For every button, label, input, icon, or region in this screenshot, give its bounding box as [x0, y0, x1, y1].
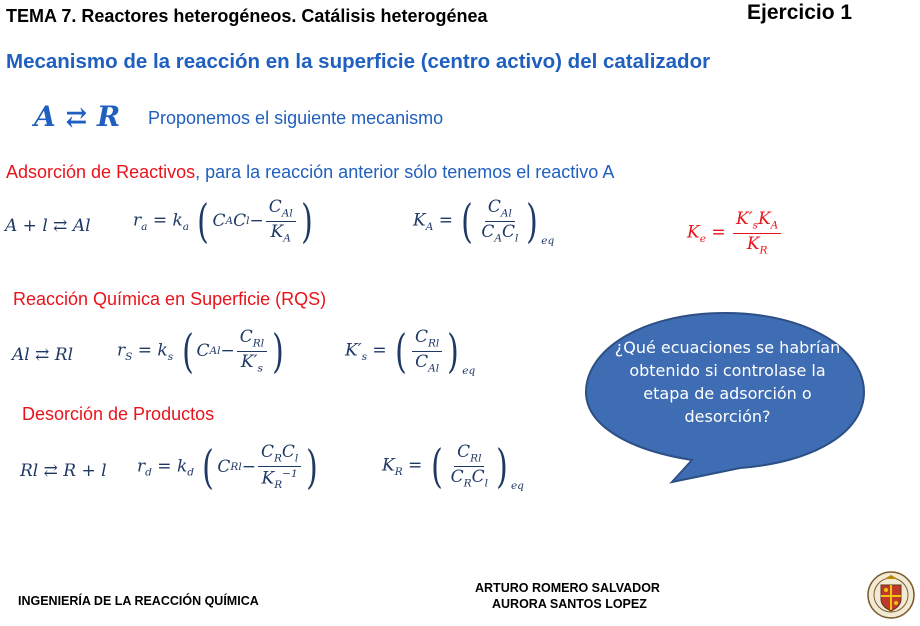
- page-title: TEMA 7. Reactores heterogéneos. Catálisis heterogénea: [6, 6, 488, 26]
- desorption-rate-equation: $r_d = k_d$ ( C Rl − $\frac{C_RC_l}{K_R^{-1}}$ ): [137, 439, 319, 494]
- callout-question: ¿Qué ecuaciones se habrían obtenido si controlase la etapa de adsorción o desorción?: [614, 338, 841, 426]
- footer-author-1: ARTURO ROMERO SALVADOR: [475, 581, 660, 595]
- equilibrium-arrow: ⇄: [65, 103, 88, 133]
- footer-author-2: AURORA SANTOS LOPEZ: [492, 597, 647, 611]
- section-subtitle: Mecanismo de la reacción en la superficie (centro activo) del catalizador: [6, 50, 711, 73]
- rqs-rate-equation: $r_S = k_s$ ( C Al − $\frac{C_{Rl}}{K'_s}$ ): [117, 324, 284, 379]
- exercise-label: Ejercicio 1: [747, 1, 853, 24]
- overall-equilibrium-constant: $K_e$ = $\frac{K'_sK_A}{K_R}$: [687, 210, 783, 256]
- adsorption-title: Adsorción de Reactivos: [6, 162, 196, 182]
- university-seal-icon: [866, 569, 916, 621]
- adsorption-equilibrium-constant: $K_A$ = ( $\frac{C_{Al}}{C_AC_l}$ ) $_{eq}$: [413, 194, 555, 249]
- desorption-reaction: Rl ⇄ R + l: [20, 461, 107, 481]
- adsorption-heading: [6, 162, 614, 183]
- adsorption-reaction: A + l ⇄ Al: [5, 216, 91, 236]
- question-callout: [580, 310, 870, 490]
- overall-reaction: [34, 100, 120, 133]
- product-R: R: [97, 100, 121, 133]
- rqs-reaction: Al ⇄ Rl: [12, 345, 74, 365]
- mechanism-intro: Proponemos el siguiente mecanismo: [148, 108, 444, 128]
- adsorption-rate-equation: $r_a = k_a$ ( C A C l − $\frac{C_{Al}}{K_A}$ ): [133, 194, 313, 249]
- adsorption-note: , para la reacción anterior sólo tenemos el reactivo A: [195, 162, 615, 182]
- desorption-equilibrium-constant: $K_R$ = ( $\frac{C_{Rl}}{C_RC_l}$ ) $_{eq}$: [382, 439, 524, 494]
- footer-course: INGENIERÍA DE LA REACCIÓN QUÍMICA: [18, 594, 259, 608]
- desorption-title: Desorción de Productos: [22, 404, 215, 424]
- rqs-equilibrium-constant: $K'_s$ = ( $\frac{C_{Rl}}{C_{Al}}$ ) $_{eq}$: [345, 324, 476, 379]
- reactant-A: A: [34, 100, 56, 133]
- rqs-title: Reacción Química en Superficie (RQS): [13, 289, 327, 309]
